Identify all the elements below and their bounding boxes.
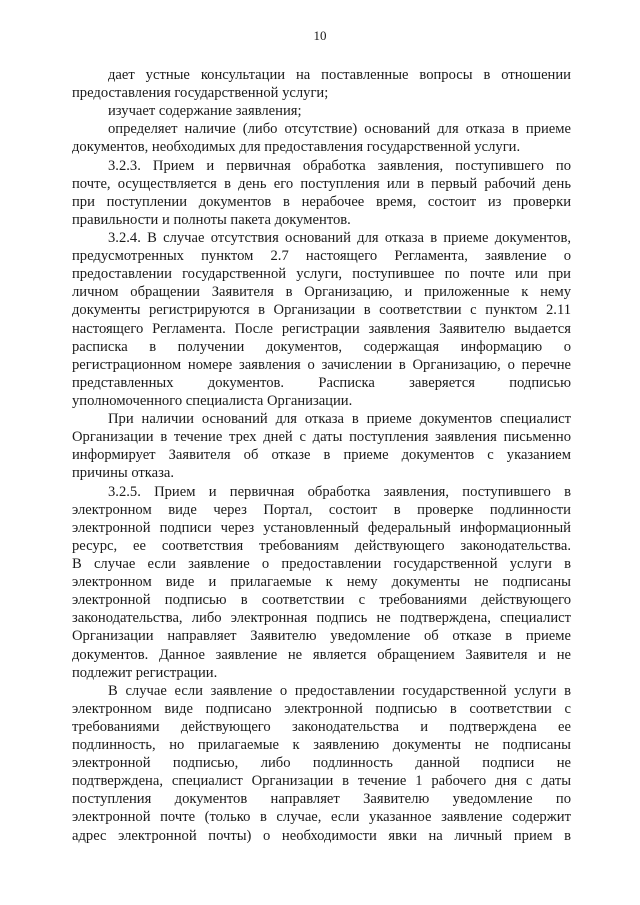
text-line: 3.2.4. В случае отсутствия оснований для отказа в приеме документов, — [108, 229, 571, 246]
text-line: подтверждена, специалист Организации в течение 1 рабочего дня с даты — [72, 773, 571, 790]
text-line: При наличии оснований для отказа в приеме документов специалист — [108, 411, 571, 428]
text-line: предоставлении государственной услуги, поступившее по почте или при — [72, 266, 571, 283]
text-line: правильности и полноты пакета документов. — [72, 211, 351, 228]
page-number: 10 — [313, 28, 327, 43]
text-line: Организации в течение трех дней с даты поступления заявления письменно — [72, 429, 571, 446]
text-line: электронной почте (только в случае, если указанное заявление содержит — [72, 809, 571, 826]
text-line: предусмотренных пунктом 2.7 настоящего Регламента, заявление о — [72, 248, 571, 265]
text-line: поступления документов направляет Заявителю уведомление по — [72, 791, 571, 808]
text-line: подлинность, но прилагаемые к заявлению документы не подписаны — [72, 737, 571, 754]
text-line: 3.2.3. Прием и первичная обработка заявления, поступившего по — [108, 157, 571, 174]
text-line: документы регистрируются в Организации в соответствии с пунктом 2.11 — [72, 302, 571, 319]
text-line: регистрационном номере заявления о зачислении в Организацию, о перечне — [72, 356, 571, 373]
text-line: настоящего Регламента. После регистрации заявления Заявителю выдается — [72, 320, 571, 337]
text-line: причины отказа. — [72, 465, 175, 482]
text-line: законодательства, либо электронная подпись не подтверждена, специалист — [72, 610, 571, 627]
text-line: Организации направляет Заявителю уведомление об отказе в приеме — [72, 628, 571, 645]
text-line: ресурс, ее соответствия требованиям действующего законодательства. — [72, 537, 571, 554]
text-line: представленных документов. Расписка заверяется подписью — [72, 374, 571, 391]
text-line: при поступлении документов в нерабочее время, состоит из проверки — [72, 193, 571, 210]
text-line: требованиями действующего законодательства и подтверждена ее — [72, 718, 571, 735]
text-line: электронном виде через Портал, состоит в проверке подлинности — [72, 501, 571, 518]
text-line: предоставления государственной услуги; — [72, 85, 329, 102]
text-line: информирует Заявителя об отказе в приеме документов с указанием — [72, 447, 571, 464]
text-line: адрес электронной почты) о необходимости явки на личный прием в — [72, 827, 571, 844]
text-line: личном обращении Заявителя в Организацию, и приложенные к нему — [72, 284, 571, 301]
text-line: дает устные консультации на поставленные вопросы в отношении — [108, 67, 571, 83]
text-line: В случае если заявление о предоставлении государственной услуги в — [108, 682, 571, 699]
text-line: электронной подписью в соответствии с требованиями действующего — [72, 592, 571, 609]
document-body — [72, 66, 571, 845]
text-line: расписка в получении документов, содержащая информацию о — [72, 338, 571, 355]
text-line: В случае если заявление о предоставлении государственной услуги в — [72, 555, 571, 572]
text-line: электронной подписи через установленный федеральный информационный — [72, 519, 571, 536]
text-line: подлежит регистрации. — [72, 664, 218, 681]
text-line: электронном виде и прилагаемые к нему документы не подписаны — [72, 574, 571, 591]
text-line: документов. Данное заявление не является обращением Заявителя и не — [72, 646, 571, 663]
text-line: документов, необходимых для предоставления государственной услуги. — [72, 139, 521, 156]
text-line: электронном виде подписано электронной подписью в соответствии с — [72, 700, 571, 717]
text-line: электронной подписью, либо подлинность данной подписи не — [72, 755, 571, 772]
text-line: уполномоченного специалиста Организации. — [72, 392, 353, 409]
text-line: изучает содержание заявления; — [108, 103, 302, 120]
text-line: почте, осуществляется в день его поступления или в первый рабочий день — [72, 175, 571, 192]
text-line: 3.2.5. Прием и первичная обработка заявления, поступившего в — [108, 483, 571, 500]
text-line: определяет наличие (либо отсутствие) оснований для отказа в приеме — [108, 121, 571, 138]
